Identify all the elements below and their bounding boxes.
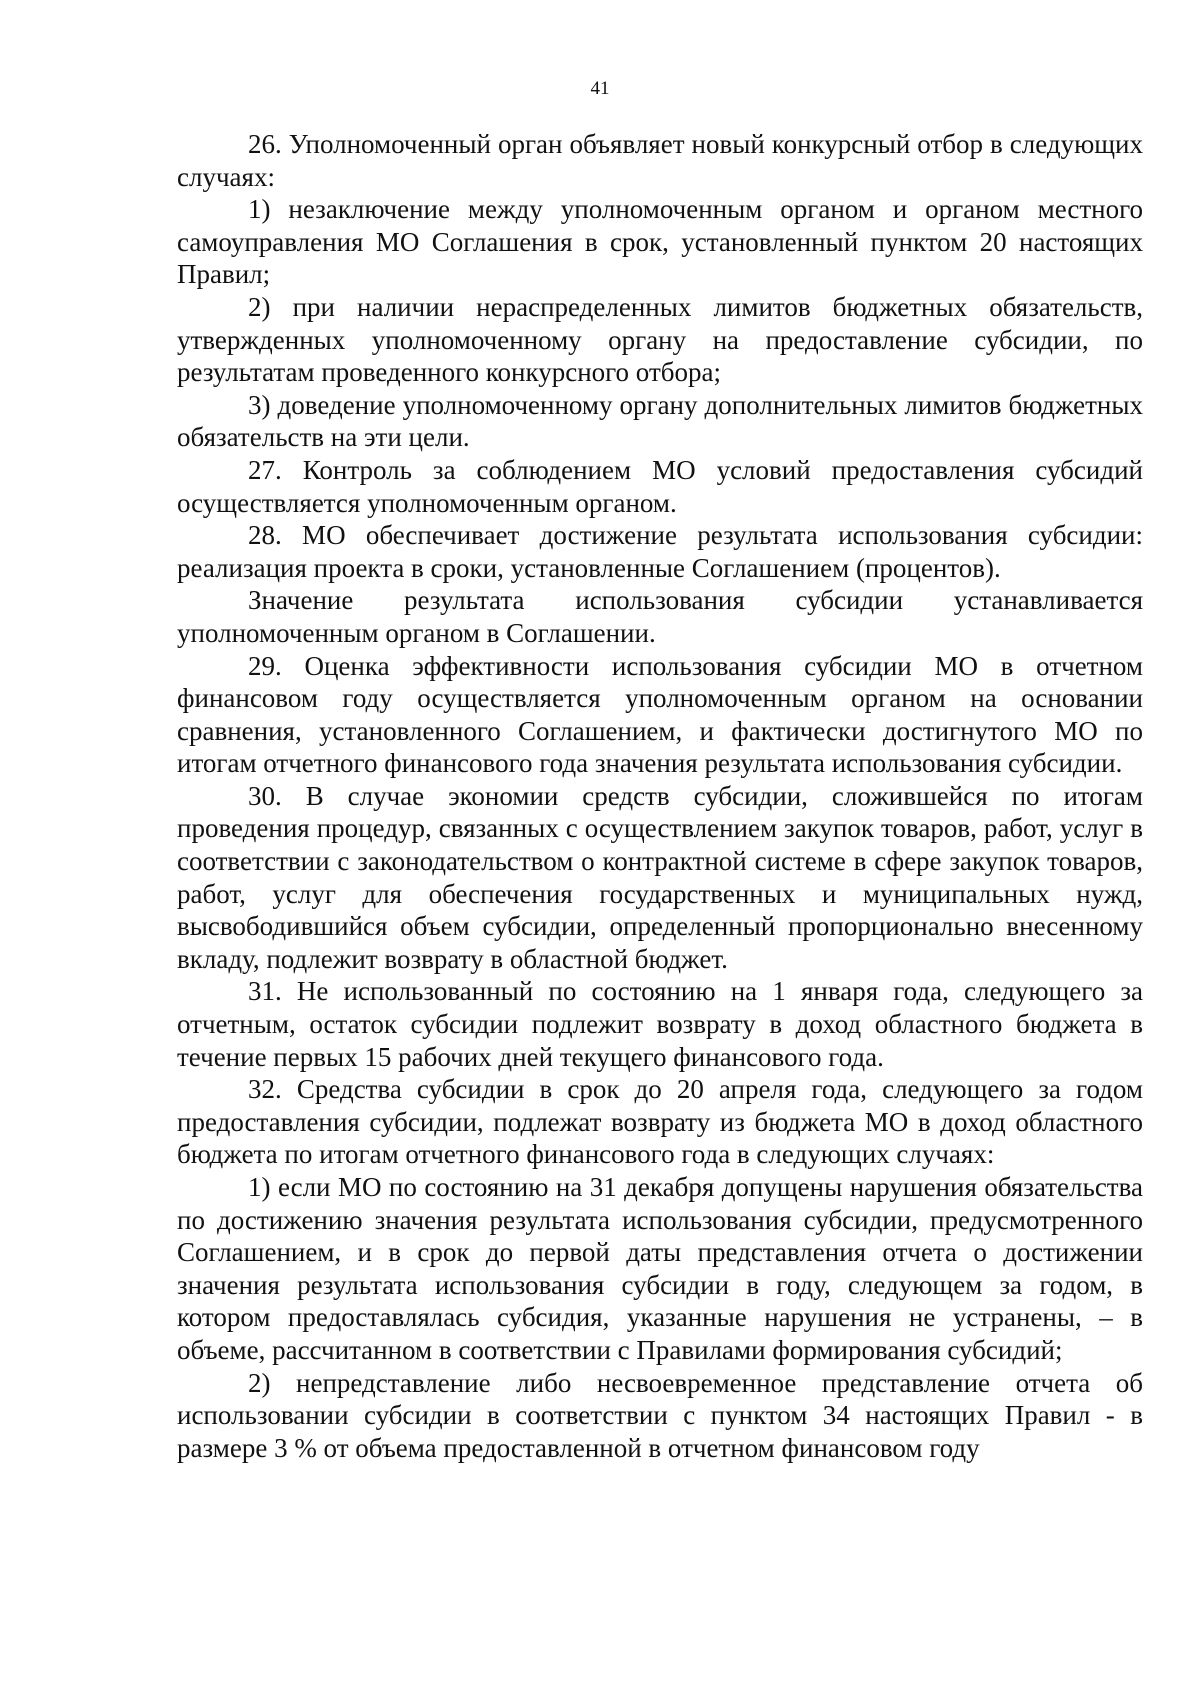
paragraph-26-item-3: 3) доведение уполномоченному органу дополнительных лимитов бюджетных обязательств на эти цели. [177,389,1143,453]
paragraph-28: 28. МО обеспечивает достижение результата использования субсидии: реализация проекта в сроки, установленные Соглашением (процентов). [177,520,1143,583]
paragraph-26: 26. Уполномоченный орган объявляет новый конкурсный отбор в следующих случаях: [177,129,1143,192]
paragraph-28-value: Значение результата использования субсидии устанавливается уполномоченным органом в Соглашении. [177,585,1143,648]
paragraph-26-item-2: 2) при наличии нераспределенных лимитов бюджетных обязательств, утвержденных уполномоченному органу на предоставление субсидии, по результатам проведенного конкурсного отбора; [177,291,1143,388]
paragraph-31: 31. Не использованный по состоянию на 1 января года, следующего за отчетным, остаток субсидии подлежит возврату в доход областного бюджета в течение первых 15 рабочих дней текущего финансового года. [177,976,1143,1072]
paragraph-32-item-1: 1) если МО по состоянию на 31 декабря допущены нарушения обязательства по достижению значения результата использования субсидии, предусмотренного Соглашением, и в срок до первой даты представления отчета о достижении значения результата использования субсидии в году, следующем за годом, в котором предоставлялась субсидия, указанные нарушения не устранены, – в объеме, рассчитанном в соответствии с Правилами формирования субсидий; [177,1172,1143,1365]
paragraph-29: 29. Оценка эффективности использования субсидии МО в отчетном финансовом году осуществляется уполномоченным органом на основании сравнения, установленного Соглашением, и фактически достигнутого МО по итогам отчетного финансового года значения результата использования субсидии. [177,650,1143,779]
paragraph-26-item-1: 1) незаключение между уполномоченным органом и органом местного самоуправления МО Соглашения в срок, установленный пунктом 20 настоящих Правил; [177,194,1143,290]
paragraph-32-item-2: 2) непредставление либо несвоевременное представление отчета об использовании субсидии в соответствии с пунктом 34 настоящих Правил - в размере 3 % от объема предоставленной в отчетном финансовом году [177,1367,1143,1463]
paragraph-30: 30. В случае экономии средств субсидии, сложившейся по итогам проведения процедур, связанных с осуществлением закупок товаров, работ, услуг в соответствии с законодательством о контрактной системе в сфере закупок товаров, работ, услуг для обеспечения государственных и муниципальных нужд, высвободившийся объем субсидии, определенный пропорционально внесенному вкладу, подлежит возврату в областной бюджет. [177,780,1143,974]
paragraph-32: 32. Средства субсидии в срок до 20 апреля года, следующего за годом предоставления субсидии, подлежат возврату из бюджета МО в доход областного бюджета по итогам отчетного финансового года в следующих случаях: [177,1074,1143,1170]
page-number: 41 [590,78,610,99]
paragraph-27: 27. Контроль за соблюдением МО условий предоставления субсидий осуществляется уполномоченным органом. [177,454,1143,518]
document-body [177,128,1143,1464]
